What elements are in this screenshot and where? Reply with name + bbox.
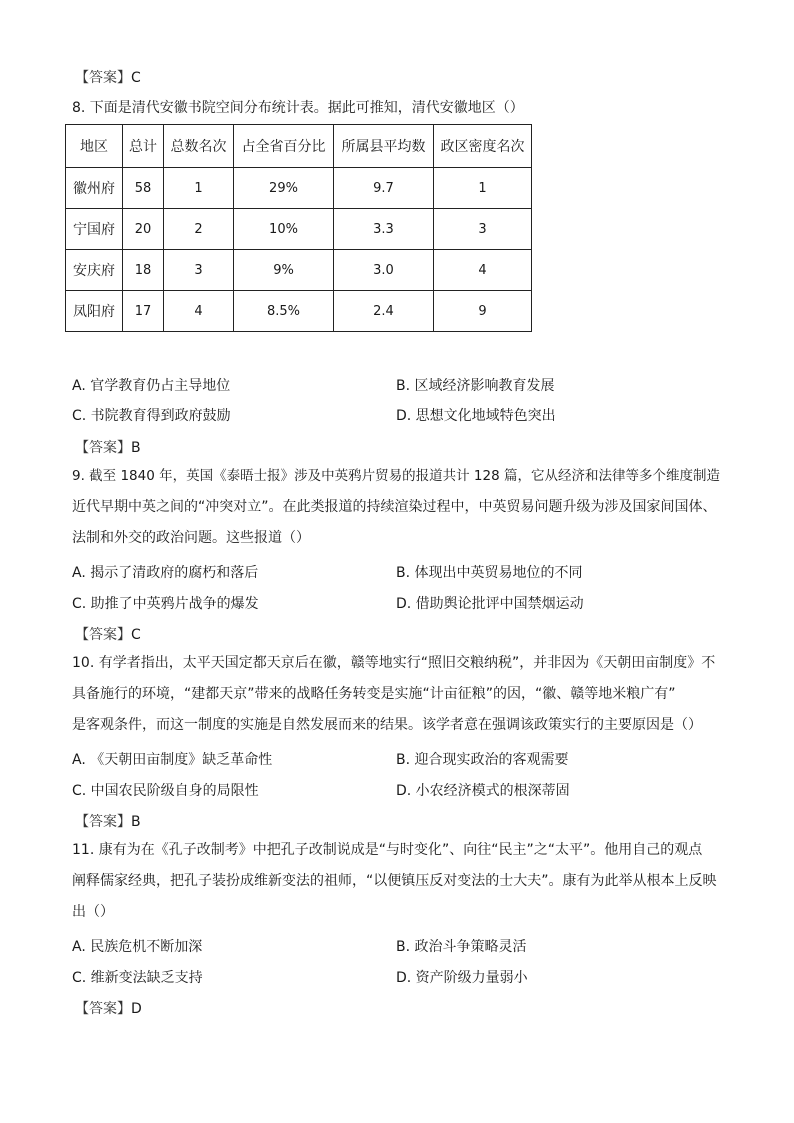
- answer-label: 【答案】: [75, 1001, 131, 1017]
- answer-label: 【答案】: [75, 627, 131, 643]
- table-cell: 8.5%: [234, 291, 334, 332]
- q11-option-a: A. 民族危机不断加深: [72, 939, 203, 955]
- table-row: [66, 291, 532, 332]
- question-9-line-2: 近代早期中英之间的“冲突对立”。在此类报道的持续渲染过程中，中英贸易问题升级为涉及国家间国体、: [72, 499, 717, 515]
- answer-value: B: [131, 440, 141, 456]
- q9-option-d: D. 借助舆论批评中国禁烟运动: [396, 596, 584, 612]
- table-cell: 安庆府: [66, 250, 123, 291]
- table-cell: 9: [434, 291, 532, 332]
- table-cell: 3: [434, 209, 532, 250]
- answer-value: C: [131, 627, 141, 643]
- q11-option-b: B. 政治斗争策略灵活: [396, 939, 527, 955]
- table-cell: 1: [434, 168, 532, 209]
- table-header-cell: 总计: [123, 125, 164, 168]
- answer-q7: [75, 67, 141, 87]
- table-row: [66, 168, 532, 209]
- table-cell: 1: [164, 168, 234, 209]
- table-cell: 20: [123, 209, 164, 250]
- table-header-cell: 总数名次: [164, 125, 234, 168]
- table-header-row: [66, 125, 532, 168]
- table-cell: 徽州府: [66, 168, 123, 209]
- question-8-text: 8. 下面是清代安徽书院空间分布统计表。据此可推知，清代安徽地区（）: [72, 100, 524, 116]
- table-header-cell: 政区密度名次: [434, 125, 532, 168]
- q9-option-b: B. 体现出中英贸易地位的不同: [396, 565, 583, 581]
- table-header-cell: 占全省百分比: [234, 125, 334, 168]
- academy-distribution-table: [65, 124, 532, 332]
- q8-option-c: C. 书院教育得到政府鼓励: [72, 408, 231, 424]
- q8-option-a: A. 官学教育仍占主导地位: [72, 378, 231, 394]
- question-10-line-3: 是客观条件，而这一制度的实施是自然发展而来的结果。该学者意在强调该政策实行的主要原因是（）: [72, 717, 702, 733]
- q9-option-a: A. 揭示了清政府的腐朽和落后: [72, 565, 259, 581]
- table-cell: 3.3: [334, 209, 434, 250]
- table-cell: 58: [123, 168, 164, 209]
- table-cell: 9%: [234, 250, 334, 291]
- table-cell: 2.4: [334, 291, 434, 332]
- answer-q10: [75, 811, 141, 831]
- question-9-line-1: 9. 截至 1840 年，英国《泰晤士报》涉及中英鸦片贸易的报道共计 128 篇，它从经济和法律等多个维度制造: [72, 468, 720, 484]
- answer-label: 【答案】: [75, 440, 131, 456]
- table-header-cell: 所属县平均数: [334, 125, 434, 168]
- answer-label: 【答案】: [75, 70, 131, 86]
- table-cell: 宁国府: [66, 209, 123, 250]
- question-10-line-1: 10. 有学者指出，太平天国定都天京后在徽，赣等地实行“照旧交粮纳税”，并非因为《天朝田亩制度》不: [72, 655, 716, 671]
- q9-option-c: C. 助推了中英鸦片战争的爆发: [72, 596, 259, 612]
- table-cell: 29%: [234, 168, 334, 209]
- question-11-line-2: 阐释儒家经典，把孔子装扮成维新变法的祖师，“以便镇压反对变法的士大夫”。康有为此举从根本上反映: [72, 873, 717, 889]
- q8-option-b: B. 区域经济影响教育发展: [396, 378, 555, 394]
- table-cell: 9.7: [334, 168, 434, 209]
- table-cell: 18: [123, 250, 164, 291]
- answer-q8: [75, 437, 141, 457]
- question-9-line-3: 法制和外交的政治问题。这些报道（）: [72, 530, 310, 546]
- table-row: [66, 250, 532, 291]
- table-cell: 2: [164, 209, 234, 250]
- table-cell: 10%: [234, 209, 334, 250]
- table-cell: 4: [434, 250, 532, 291]
- q10-option-a: A. 《天朝田亩制度》缺乏革命性: [72, 752, 273, 768]
- table-cell: 3.0: [334, 250, 434, 291]
- answer-q9: [75, 624, 141, 644]
- table-cell: 17: [123, 291, 164, 332]
- table-cell: 3: [164, 250, 234, 291]
- answer-value: C: [131, 70, 141, 86]
- q11-option-d: D. 资产阶级力量弱小: [396, 970, 528, 986]
- answer-value: D: [131, 1001, 142, 1017]
- table-cell: 凤阳府: [66, 291, 123, 332]
- table-row: [66, 209, 532, 250]
- question-10-line-2: 具备施行的环境，“建都天京”带来的战略任务转变是实施“计亩征粮”的因，“徽、赣等地米粮广有”: [72, 686, 676, 702]
- q10-option-c: C. 中国农民阶级自身的局限性: [72, 783, 259, 799]
- q8-option-d: D. 思想文化地域特色突出: [396, 408, 556, 424]
- table-header-cell: 地区: [66, 125, 123, 168]
- q11-option-c: C. 维新变法缺乏支持: [72, 970, 203, 986]
- question-11-line-1: 11. 康有为在《孔子改制考》中把孔子改制说成是“与时变化”、向往“民主”之“太平”。他用自己的观点: [72, 842, 703, 858]
- question-11-line-3: 出（）: [72, 904, 114, 920]
- q10-option-d: D. 小农经济模式的根深蒂固: [396, 783, 570, 799]
- table-cell: 4: [164, 291, 234, 332]
- answer-q11: [75, 998, 142, 1018]
- answer-value: B: [131, 814, 141, 830]
- answer-label: 【答案】: [75, 814, 131, 830]
- q10-option-b: B. 迎合现实政治的客观需要: [396, 752, 569, 768]
